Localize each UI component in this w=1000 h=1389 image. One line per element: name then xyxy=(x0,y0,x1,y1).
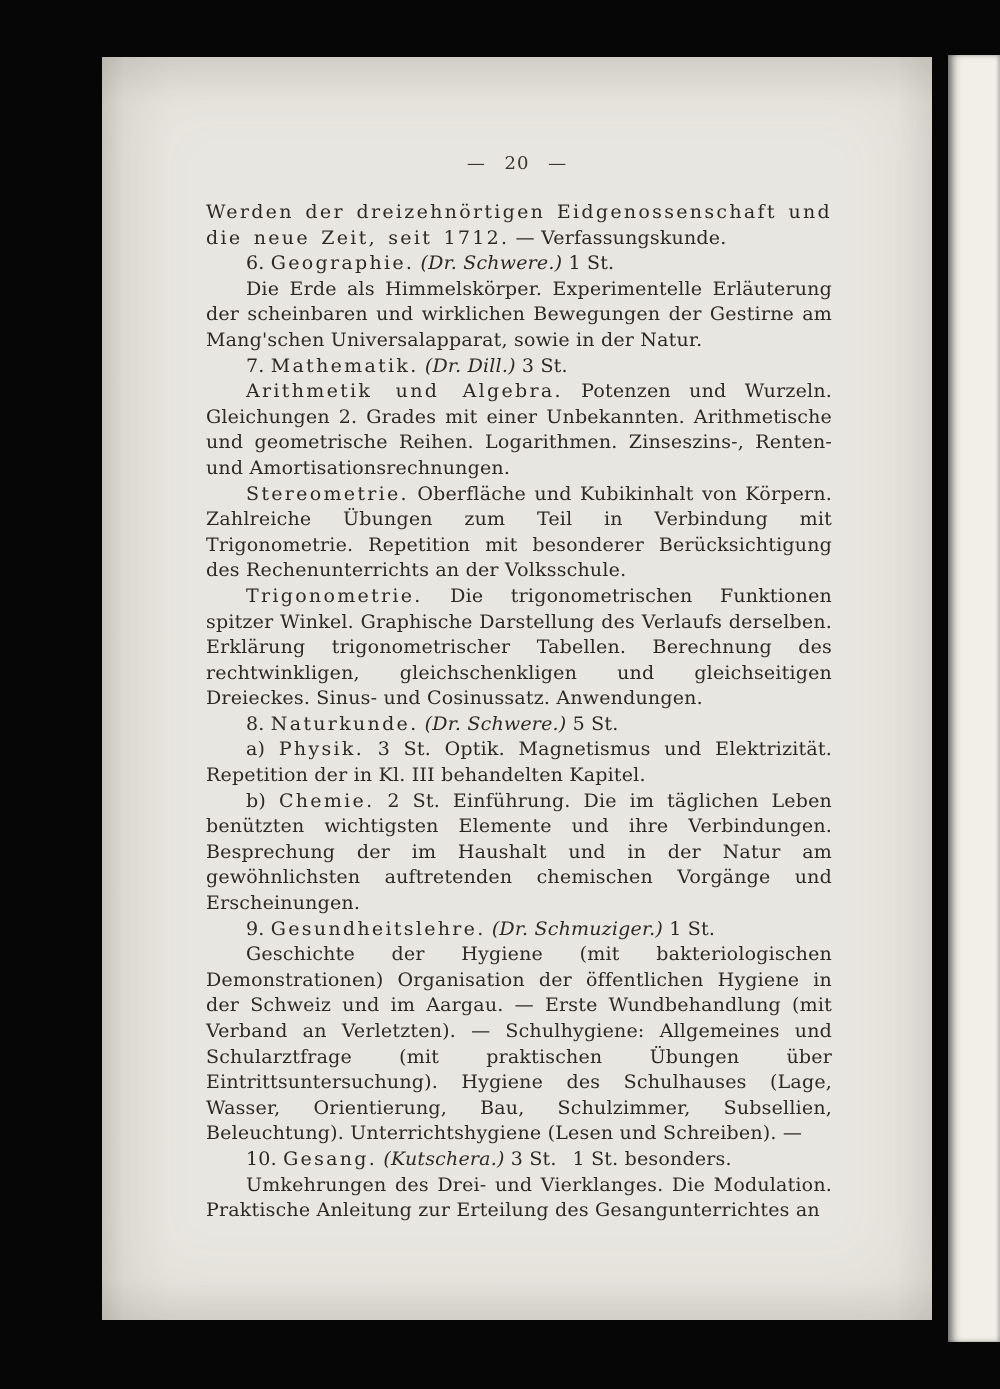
text-run: Arithmetik und Algebra. xyxy=(246,380,563,403)
page-number: — 20 — xyxy=(466,153,568,174)
text-run: 8. xyxy=(246,712,271,735)
page-text xyxy=(206,200,832,1224)
paragraph xyxy=(206,942,832,1147)
text-run: (Dr. Dill.) xyxy=(424,354,516,377)
document-page xyxy=(102,57,932,1320)
text-run: 6. xyxy=(246,252,271,275)
paragraph xyxy=(206,584,832,712)
text-run: a) xyxy=(246,738,279,761)
text-run: 7. xyxy=(246,354,271,377)
text-run: 10. xyxy=(246,1147,284,1170)
paragraph xyxy=(206,789,832,917)
text-run: Chemie. xyxy=(278,789,375,812)
text-run: (Kutschera.) xyxy=(383,1147,505,1170)
paragraph xyxy=(206,379,832,481)
text-run: 9. xyxy=(246,917,271,940)
text-run: b) xyxy=(246,789,279,812)
text-run: Mathematik. xyxy=(270,354,419,377)
paragraph xyxy=(206,1173,832,1224)
section-heading xyxy=(206,354,832,380)
text-run: 2 St. Einführung. Die im täglichen Leben benützten wichtigsten Elemente und ihre Verbindungen. Besprechung der im Haushalt und in der Natur am gewöhnlichsten auftretenden chemischen Vorgänge und Erscheinungen. xyxy=(206,789,832,915)
text-run: Naturkunde. xyxy=(270,712,419,735)
text-run: 1 St. xyxy=(663,917,716,940)
text-run: Potenzen und Wurzeln. Gleichungen 2. Grades mit einer Unbekannten. Arithmetische und geometrische Reihen. Logarithmen. Zinseszins-, Renten- und Amortisationsrechnungen. xyxy=(206,380,832,479)
text-run: 3 St. 1 St. besonders. xyxy=(504,1147,732,1170)
text-run: Umkehrungen des Drei- und Vierklanges. Die Modulation. Praktische Anleitung zur Erteilung des Gesangunterrichtes an xyxy=(206,1173,832,1222)
text-run: — Verfassungskunde. xyxy=(509,226,727,249)
text-run: (Dr. Schwere.) xyxy=(420,252,563,275)
text-run: Werden der dreizehnörtigen Eidgenossenschaft und die neue Zeit, seit 1712. xyxy=(206,201,832,249)
text-run: Physik. xyxy=(278,738,365,761)
text-run: Gesundheitslehre. xyxy=(270,917,486,940)
text-run: Gesang. xyxy=(283,1147,378,1170)
text-run: 3 St. Optik. Magnetismus und Elektrizität. Repetition der in Kl. III behandelten Kapitel. xyxy=(206,738,832,787)
text-run: (Dr. Schmuziger.) xyxy=(491,917,664,940)
text-run: Trigonometrie. xyxy=(246,584,423,607)
text-run: Geographie. xyxy=(270,252,415,275)
paragraph xyxy=(206,200,832,251)
section-heading xyxy=(206,251,832,277)
text-run: 3 St. xyxy=(515,354,568,377)
paragraph xyxy=(206,277,832,354)
text-run: Geschichte der Hygiene (mit bakteriologischen Demonstrationen) Organisation der öffentlichen Hygiene in der Schweiz und im Aargau. — Erste Wundbehandlung (mit Verband an Verletzten). — Schulhygiene: Allgemeines und Schularztfrage (mit praktischen Übungen über Eintrittsuntersuchung). Hygiene des Schulhauses (Lage, Wasser, Orientierung, Bau, Schulzimmer, Subsellien, Beleuchtung). Unterrichtshygiene (Lesen und Schreiben). — xyxy=(206,943,832,1145)
text-run: Oberfläche und Kubikinhalt von Körpern. Zahlreiche Übungen zum Teil in Verbindung mit Trigonometrie. Repetition mit besonderer Berücksichtigung des Rechenunterrichts an der Volksschule. xyxy=(206,482,832,582)
paragraph xyxy=(206,482,832,584)
section-heading xyxy=(206,917,832,943)
text-run: (Dr. Schwere.) xyxy=(424,712,567,735)
text-run: Stereometrie. xyxy=(246,482,409,505)
text-run: Die Erde als Himmelskörper. Experimentelle Erläuterung der scheinbaren und wirklichen Bewegungen der Gestirne am Mang'schen Universalapparat, sowie in der Natur. xyxy=(206,277,832,351)
text-run: Die trigonometrischen Funktionen spitzer Winkel. Graphische Darstellung des Verlaufs derselben. Erklärung trigonometrischer Tabellen. Berechnung des rechtwinkligen, gleichschenkligen und gleichseitigen Dreieckes. Sinus- und Cosinussatz. Anwendungen. xyxy=(206,584,832,710)
section-heading xyxy=(206,1147,832,1173)
text-run: 5 St. xyxy=(566,712,619,735)
next-page-edge xyxy=(948,55,1000,1342)
section-heading xyxy=(206,712,832,738)
paragraph xyxy=(206,737,832,788)
text-run: 1 St. xyxy=(562,252,615,275)
